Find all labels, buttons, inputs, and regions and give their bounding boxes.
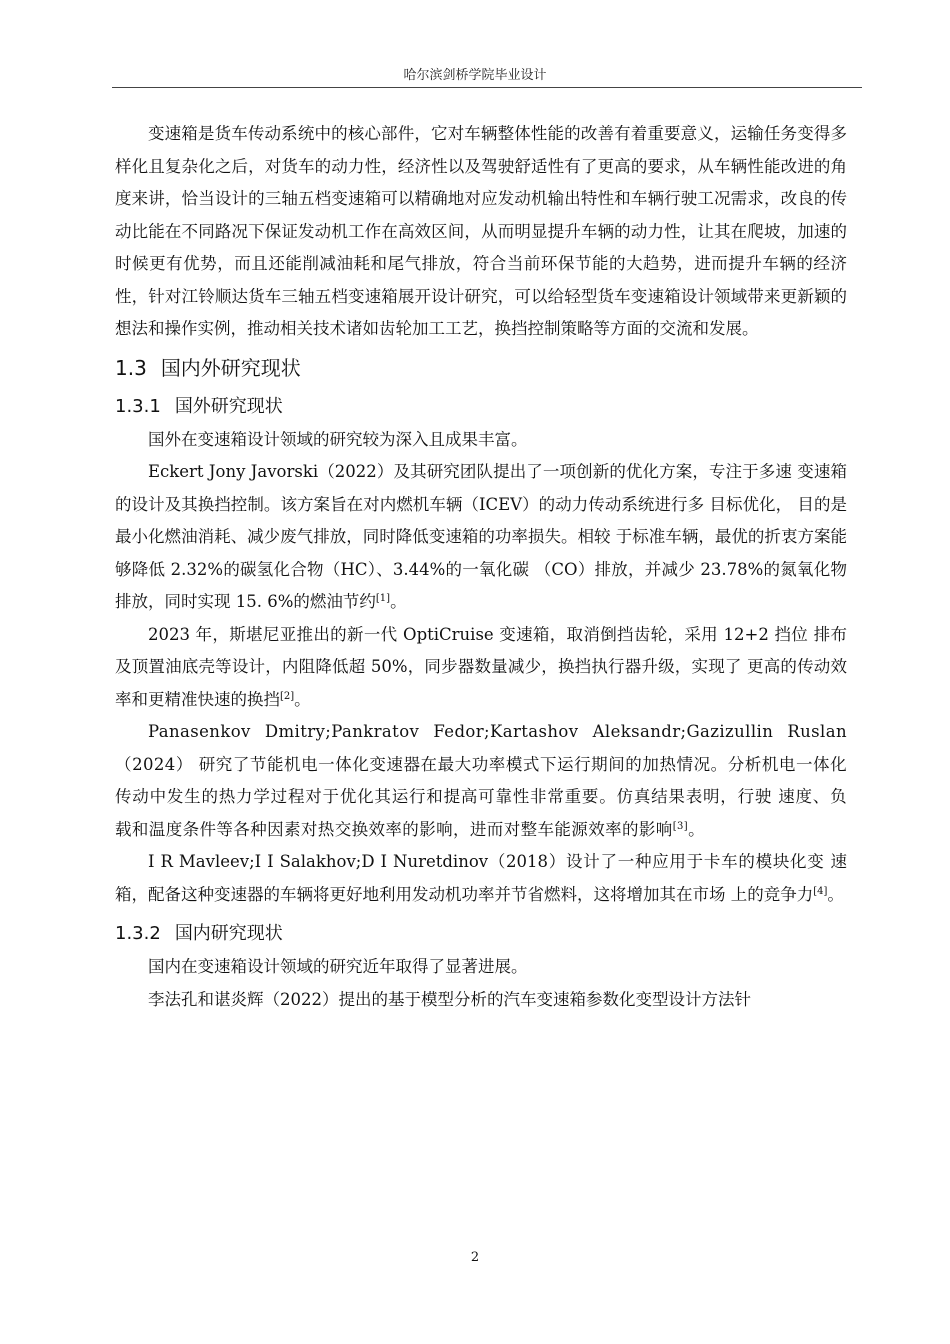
paragraph-end: 。 [827,884,844,904]
header-title: 哈尔滨剑桥学院毕业设计 [403,68,547,83]
subsection-title: 国外研究现状 [174,395,283,417]
subsection-number: 1.3.1 [115,395,161,417]
citation-ref: [1] [375,593,391,604]
paragraph-eckert [115,456,847,619]
paragraph-foreign-intro: 国外在变速箱设计领域的研究较为深入且成果丰富。 [148,429,528,449]
subsection-title: 国内研究现状 [174,923,283,944]
paragraph-scania [115,619,847,717]
paragraph-mavleev [115,846,847,911]
paragraph-end: 。 [294,689,311,709]
section-number: 1.3 [115,355,147,380]
document-body [115,118,847,1016]
paragraph-panasenkov [115,716,847,846]
paragraph-text: Panasenkov Dmitry;Pankratov Fedor;Kartashov Aleksandr;Gazizullin Ruslan（2024） 研究了节能机电一体化变速器在最大功率模式下运行期间的加热情况。分析机电一体化 传动中发生的热力学过程对于优化其运行和提高可靠性非常重要。仿真结果表明，行驶 速度、负载和温度条件等各种因素对热交换效率的影响，进而对整车能源效率的影响 [115,722,847,839]
page-number: 2 [470,1250,480,1265]
citation-ref: [3] [672,820,689,832]
subsection-heading-1-3-2 [115,919,847,949]
paragraph-text: I R Mavleev;I I Salakhov;D I Nuretdinov（2018）设计了一种应用于卡车的模块化变 速箱，配备这种变速器的车辆将更好地利用发动机功率并节省燃料，这将增加其在市场 上的竞争力 [115,852,847,904]
paragraph-end: 。 [390,592,407,611]
section-title: 国内外研究现状 [160,355,301,380]
header-divider [112,87,862,88]
paragraph-end: 。 [688,819,705,839]
subsection-number: 1.3.2 [115,923,161,944]
citation-ref: [2] [280,690,295,702]
paragraph-text: Eckert Jony Javorski（2022）及其研究团队提出了一项创新的优化方案，专注于多速 变速箱的设计及其换挡控制。该方案旨在对内燃机车辆（ICEV）的动力传动系统进行多 目标优化， 目的是最小化燃油消耗、减少废气排放，同时降低变速箱的功率损失。相较 于标准车辆，最优的折衷方案能够降低 2.32%的碳氢化合物（HC）、3.44%的一氧化碳 （CO）排放，并减少 23.78%的氮氧化物排放，同时实现 15. 6%的燃油节约 [115,462,847,611]
subsection-heading-1-3-1 [115,392,847,422]
paragraph-li: 李法孔和谌炎辉（2022）提出的基于模型分析的汽车变速箱参数化变型设计方法针 [148,989,751,1009]
citation-ref: [4] [813,885,828,897]
paragraph-domestic-intro: 国内在变速箱设计领域的研究近年取得了显著进展。 [148,957,528,976]
paragraph-significance: 变速箱是货车传动系统中的核心部件，它对车辆整体性能的改善有着重要意义，运输任务变得多样化且复杂化之后，对货车的动力性，经济性以及驾驶舒适性有了更高的要求，从车辆性能改进的角度来讲，恰当设计的三轴五档变速箱可以精确地对应发动机输出特性和车辆行驶工况需求，改良的传动比能在不同路况下保证发动机工作在高效区间，从而明显提升车辆的动力性，让其在爬坡，加速的时候更有优势，而且还能削减油耗和尾气排放，符合当前环保节能的大趋势，进而提升车辆的经济性，针对江铃顺达货车三轴五档变速箱展开设计研究，可以给轻型货车变速箱设计领域带来更新颖的想法和操作实例，推动相关技术诸如齿轮加工工艺，换挡控制策略等方面的交流和发展。 [115,124,847,338]
section-heading-1-3 [115,352,847,384]
paragraph-text: 2023 年，斯堪尼亚推出的新一代 OptiCruise 变速箱，取消倒挡齿轮，采用 12+2 挡位 排布及顶置油底壳等设计，内阻降低超 50%，同步器数量减少，换挡执行器升级，实现了 更高的传动效率和更精准快速的换挡 [115,624,847,709]
